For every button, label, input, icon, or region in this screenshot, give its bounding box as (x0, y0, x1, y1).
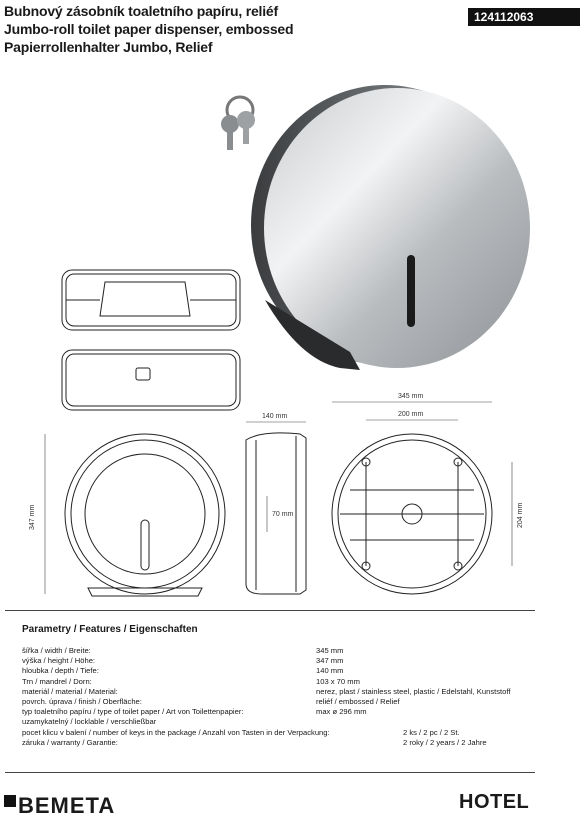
front-view-drawing (65, 434, 225, 596)
params-title: Parametry / Features / Eigenschaften (22, 624, 198, 635)
param-label: hloubka / depth / Tiefe: (22, 666, 99, 676)
param-label: Trn / mandrel / Dorn: (22, 676, 92, 686)
param-row (22, 697, 542, 707)
width-dimension: 345 mm (398, 393, 424, 400)
param-value: 2 roky / 2 years / 2 Jahre (403, 737, 487, 747)
param-row (22, 656, 542, 666)
title-english: Jumbo-roll toilet paper dispenser, embossed (4, 21, 294, 37)
product-code: 124112063 (468, 8, 580, 26)
param-row (22, 717, 542, 727)
back-view-drawing (332, 434, 492, 594)
mandrel-dimension: 70 mm (272, 511, 294, 518)
param-value: 103 x 70 mm (316, 676, 360, 686)
collection-name: HOTEL (459, 791, 530, 813)
bottom-view-drawing (62, 350, 240, 410)
param-label: uzamykatelný / locklable / verschließbar (22, 717, 157, 727)
height-dimension: 347 mm (29, 504, 36, 530)
divider-bottom (5, 772, 535, 773)
title-german: Papierrollenhalter Jumbo, Relief (4, 39, 213, 55)
param-value: 345 mm (316, 646, 344, 655)
param-label: šířka / width / Breite: (22, 646, 91, 655)
param-row (22, 728, 542, 738)
param-label: povrch. úprava / finish / Oberfläche: (22, 696, 142, 706)
param-value: max ø 296 mm (316, 707, 367, 717)
param-value: reliéf / embossed / Relief (316, 696, 400, 706)
param-value: 2 ks / 2 pc / 2 St. (403, 727, 460, 737)
param-row (22, 738, 542, 748)
param-row (22, 646, 542, 656)
brand-logo: BEMETA (18, 793, 116, 818)
param-row (22, 666, 542, 676)
brand-logo-icon (4, 795, 16, 807)
param-label: záruka / warranty / Garantie: (22, 737, 118, 747)
mount-height-dimension: 204 mm (517, 502, 524, 528)
param-value: 347 mm (316, 656, 344, 666)
title-czech: Bubnový zásobník toaletního papíru, reliéf (4, 3, 278, 19)
params-list (22, 646, 542, 748)
depth-dimension: 140 mm (262, 413, 288, 420)
param-label: výška / height / Höhe: (22, 656, 96, 666)
param-label: typ toaletního papíru / type of toilet paper / Art von Toilettenpapier: (22, 707, 244, 717)
param-row (22, 687, 542, 697)
mount-width-dimension: 200 mm (398, 411, 424, 418)
param-row (22, 677, 542, 687)
param-label: materiál / material / Material: (22, 686, 118, 696)
top-view-drawing (62, 270, 240, 330)
param-label: pocet klicu v balení / number of keys in the package / Anzahl von Tasten in der Verpackung: (22, 727, 330, 737)
param-value: nerez, plast / stainless steel, plastic / Edelstahl, Kunststoff (316, 686, 511, 696)
param-row (22, 707, 542, 717)
param-value: 140 mm (316, 666, 344, 676)
divider-top (5, 610, 535, 611)
